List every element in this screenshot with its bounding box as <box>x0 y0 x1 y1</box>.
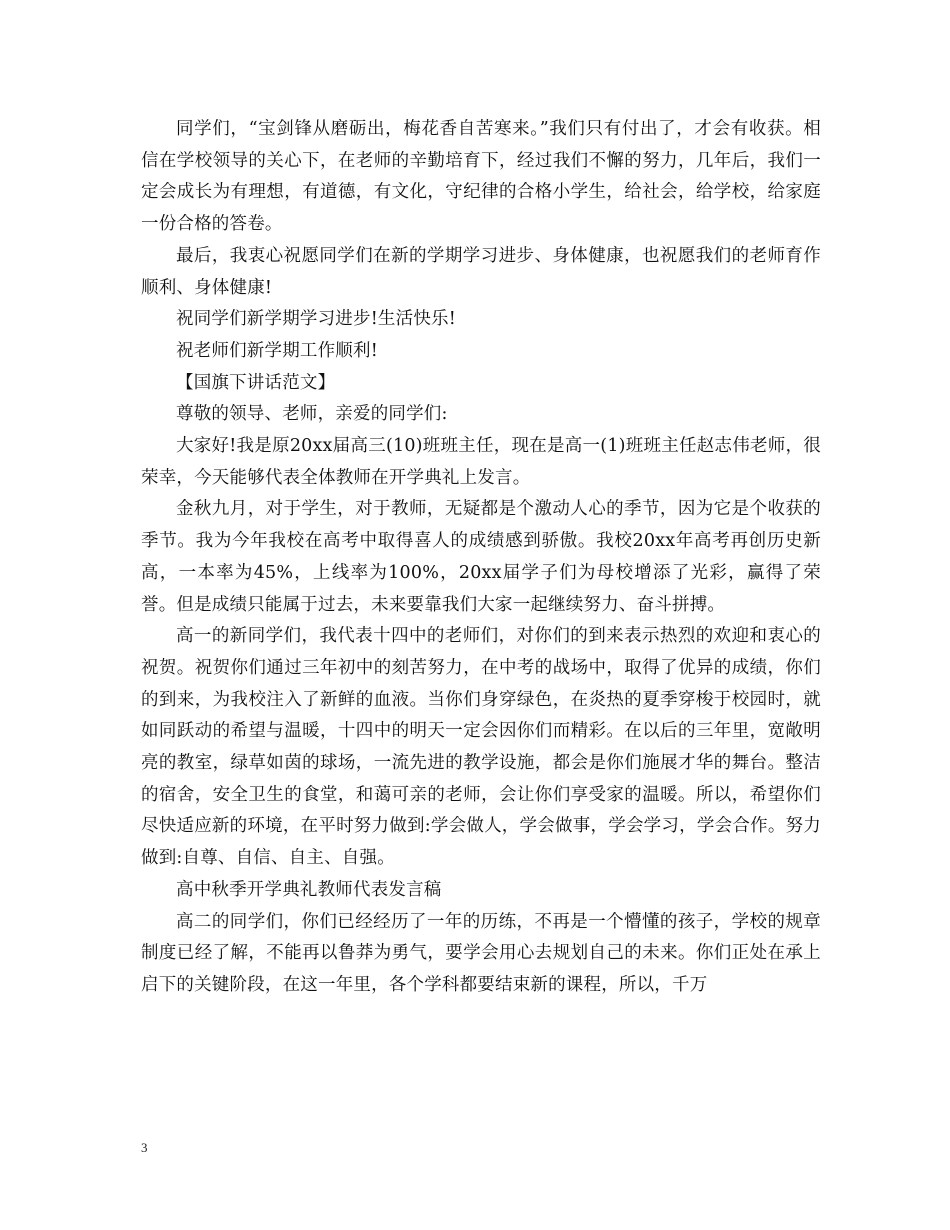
paragraph: 高二的同学们，你们已经经历了一年的历练，不再是一个懵懂的孩子，学校的规章制度已经了解，不能再以鲁莽为勇气，要学会用心去规划自己的未来。你们正处在承上启下的关键阶段，在这一年里，各个学科都要结束新的课程，所以，千万 <box>141 911 821 995</box>
paragraph: 祝老师们新学期工作顺利! <box>176 340 378 361</box>
paragraph: 金秋九月，对于学生，对于教师，无疑都是个激动人心的季节，因为它是个收获的季节。我为今年我校在高考中取得喜人的成绩感到骄傲。我校20xx年高考再创历史新高，一本率为45%，上线率为100%，20xx届学子们为母校增添了光彩，赢得了荣誉。但是成绩只能属于过去，未来要靠我们大家一起继续努力、奋斗拼搏。 <box>141 499 821 615</box>
page-number: 3 <box>141 1140 148 1155</box>
section-title: 高中秋季开学典礼教师代表发言稿 <box>176 879 442 900</box>
paragraph: 同学们，“宝剑锋从磨砺出，梅花香自苦寒来。”我们只有付出了，才会有收获。相信在学校领导的关心下，在老师的辛勤培育下，经过我们不懈的努力，几年后，我们一定会成长为有理想，有道德，有文化，守纪律的合格小学生，给社会，给学校，给家庭一份合格的答卷。 <box>141 119 821 235</box>
salutation: 尊敬的领导、老师，亲爱的同学们: <box>176 404 448 425</box>
document-body <box>141 114 821 1002</box>
paragraph: 最后，我衷心祝愿同学们在新的学期学习进步、身体健康，也祝愿我们的老师育作顺利、身体健康! <box>141 245 821 298</box>
paragraph: 大家好!我是原20xx届高三(10)班班主任，现在是高一(1)班班主任赵志伟老师，很荣幸，今天能够代表全体教师在开学典礼上发言。 <box>141 436 821 488</box>
paragraph: 高一的新同学们，我代表十四中的老师们，对你们的到来表示热烈的欢迎和衷心的祝贺。祝贺你们通过三年初中的刻苦努力，在中考的战场中，取得了优异的成绩，你们的到来，为我校注入了新鲜的血液。当你们身穿绿色，在炎热的夏季穿梭于校园时，就如同跃动的希望与温暖，十四中的明天一定会因你们而精彩。在以后的三年里，宽敞明亮的教室，绿草如茵的球场，一流先进的教学设施，都会是你们施展才华的舞台。整洁的宿舍，安全卫生的食堂，和蔼可亲的老师，会让你们享受家的温暖。所以，希望你们尽快适应新的环境，在平时努力做到:学会做人，学会做事，学会学习，学会合作。努力做到:自尊、自信、自主、自强。 <box>141 626 821 869</box>
section-heading: 【国旗下讲话范文】 <box>176 372 336 393</box>
paragraph: 祝同学们新学期学习进步!生活快乐! <box>176 309 456 330</box>
